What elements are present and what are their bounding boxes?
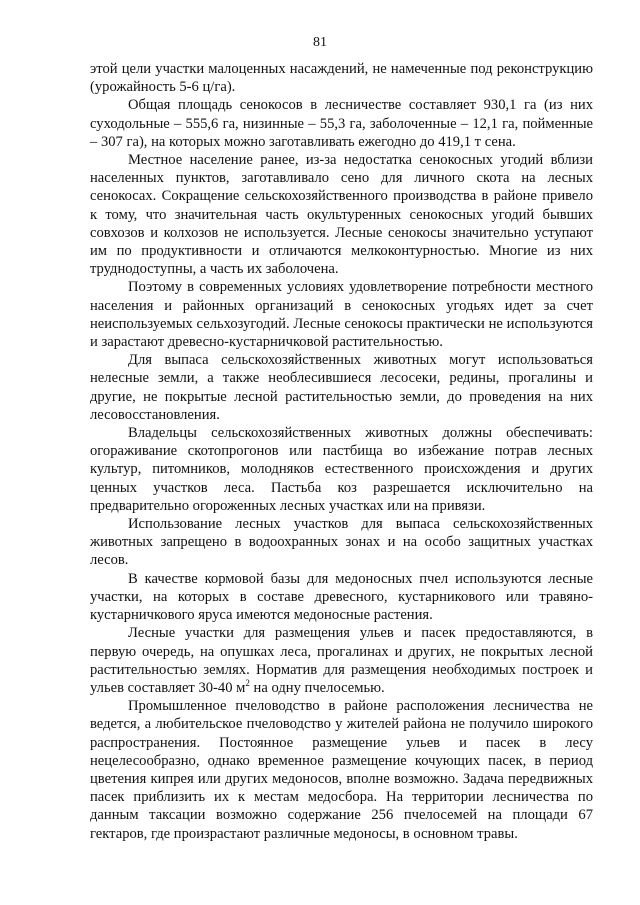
paragraph-10: Промышленное пчеловодство в районе расположения лесничества не ведется, а любительское пчеловодство у жителей района не получило широкого распространения. Постоянное размещение ульев и пасек в лесу нецелесообразно, однако временное размещение кочующих пасек, в период цветения кипрея или других медоносов, вполне возможно. Задача передвижных пасек приблизить их к местам медосбора. На территории лесничества по данным таксации возможно содержание 256 пчелосемей на площади 67 гектаров, где произрастают различные медоносы, в основном травы. [90, 698, 593, 842]
paragraph-5: Для выпаса сельскохозяйственных животных могут использоваться нелесные земли, а также необлесившиеся лесосеки, редины, прогалины и другие, не покрытые лесной растительностью земли, до проведения на них лесовосстановления. [90, 352, 593, 423]
paragraph-9-text: Лесные участки для размещения ульев и пасек предоставляются, в первую очередь, на опушках леса, прогалинах и других, не покрытых лесной растительностью землях. Норматив для размещения необходимых построек и ульев составляет 30-40 м [90, 625, 593, 696]
paragraph-7: Использование лесных участков для выпаса сельскохозяйственных животных запрещено в водоохранных зонах и на особо защитных участках лесов. [90, 516, 593, 569]
paragraph-9 [90, 624, 593, 697]
paragraph-4: Поэтому в современных условиях удовлетворение потребности местного населения и районных организаций в сенокосных угодьях идет за счет неиспользуемых сельхозугодий. Лесные сенокосы практически не используются и зарастают древесно-кустарничковой растительностью. [90, 279, 593, 351]
document-body [90, 60, 593, 843]
paragraph-3: Местное население ранее, из-за недостатка сенокосных угодий вблизи населенных пунктов, заготавливало сено для личного скота на лесных сенокосах. Сокращение сельскохозяйственного производства в районе привело к тому, что значительная часть окультуренных сенокосных угодий бывших совхозов и колхозов не используется. Лесные сенокосы значительно уступают им по продуктивности и отличаются мелкоконтурностью. Многие из них труднодоступны, а часть их заболочена. [90, 152, 593, 278]
page-number: 81 [313, 35, 327, 50]
paragraph-2: Общая площадь сенокосов в лесничестве составляет 930,1 га (из них суходольные – 555,6 га, низинные – 55,3 га, заболоченные – 12,1 га, пойменные – 307 га), на которых можно заготавливать ежегодно до 419,1 т сена. [90, 97, 593, 150]
paragraph-6: Владельцы сельскохозяйственных животных должны обеспечивать: огораживание скотопрогонов или пастбища во избежание потрав лесных культур, питомников, молодняков естественного происхождения и других ценных участков леса. Пастьба коз разрешается исключительно на предварительно огороженных лесных участках или на привязи. [90, 425, 593, 514]
paragraph-1: этой цели участки малоценных насаждений, не намеченные под реконструкцию (урожайность 5-6 ц/га). [90, 61, 593, 96]
paragraph-8: В качестве кормовой базы для медоносных пчел используются лесные участки, на которых в составе древесного, кустарникового или травяно-кустарничкового яруса имеются медоносные растения. [90, 570, 593, 624]
superscript-two: 2 [245, 678, 250, 689]
paragraph-9-tail: на одну пчелосемью. [249, 679, 385, 696]
